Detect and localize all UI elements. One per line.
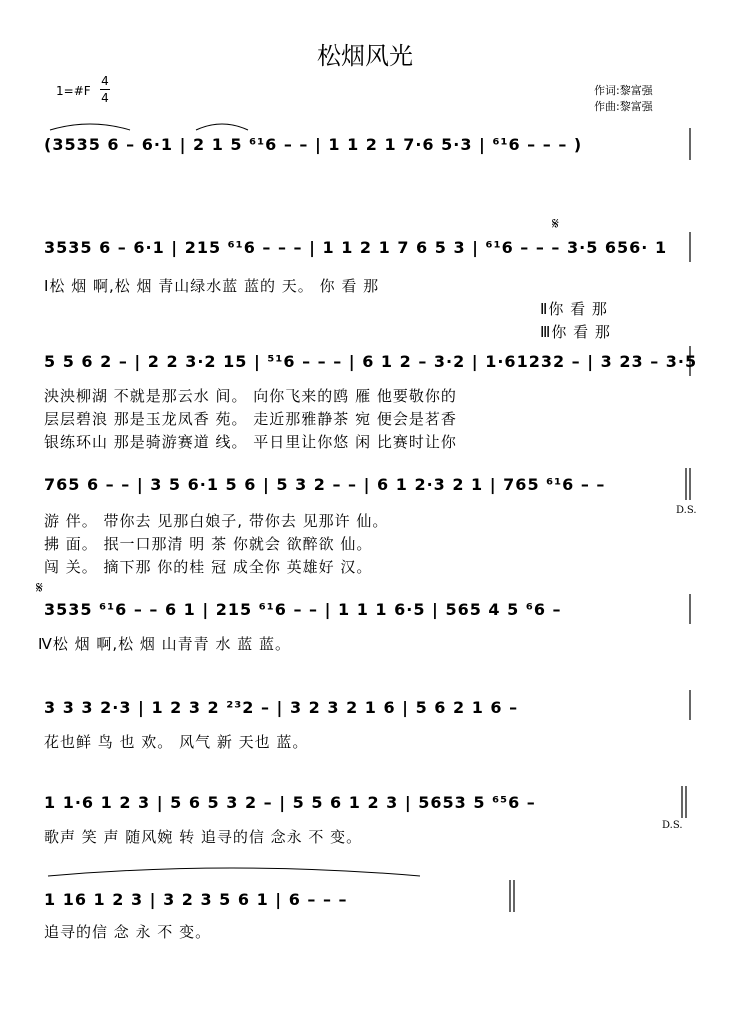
music-line-1: (3535 6 – 6·1 | 2 1 5 ⁶¹6 – – | 1 1 2 1 7·6 5·3 | ⁶¹6 – – – ) [44,135,583,154]
music-line-2: 3535 6 – 6·1 | 215 ⁶¹6 – – – | 1 1 2 1 7 6 5 3 | ⁶¹6 – – – 3·5 656· 1 [44,238,668,257]
lyric-line-4-verse-3: 闯 关。 摘下那 你的桂 冠 成全你 英雄好 汉。 [44,558,373,576]
lyric-line-2-verse-1: Ⅰ松 烟 啊,松 烟 青山绿水蓝 蓝的 天。 你 看 那 [44,277,380,295]
lyric-line-3-verse-2: 层层碧浪 那是玉龙凤香 苑。 走近那雅静茶 宛 便会是茗香 [44,410,457,428]
segno-marker-1: 𝄋 [552,214,559,233]
lyric-line-6: 花也鲜 鸟 也 欢。 风气 新 天也 蓝。 [44,733,309,751]
lyric-line-4-verse-1: 游 伴。 带你去 见那白娘子, 带你去 见那许 仙。 [44,512,389,530]
lyric-line-3-verse-3: 银练环山 那是骑游赛道 线。 平日里让你悠 闲 比赛时让你 [44,433,457,451]
lyric-line-5: Ⅳ松 烟 啊,松 烟 山青青 水 蓝 蓝。 [38,635,291,653]
lyric-line-4-verse-2: 拂 面。 抿一口那清 明 茶 你就会 欲醉欲 仙。 [44,535,373,553]
lyric-line-8: 追寻的信 念 永 不 变。 [44,923,212,941]
ds-marker-2: D.S. [662,820,683,831]
meter-top: 4 [101,74,109,88]
score-title: 松烟风光 [317,42,413,70]
lyricist-credit: 作词:黎富强 [594,84,653,97]
lyric-line-3-verse-1: 泱泱柳湖 不就是那云水 间。 向你飞来的鸥 雁 他要敬你的 [44,387,457,405]
music-line-8: 1 16 1 2 3 | 3 2 3 5 6 1 | 6 – – – [44,890,348,909]
segno-marker-2: 𝄋 [36,578,43,597]
lyric-line-2-verse-3: Ⅲ你 看 那 [540,323,611,341]
composer-credit: 作曲:黎富强 [594,100,653,113]
lyric-line-7: 歌声 笑 声 随风婉 转 追寻的信 念永 不 变。 [44,828,363,846]
lyric-line-2-verse-2: Ⅱ你 看 那 [540,300,608,318]
music-line-6: 3 3 3 2·3 | 1 2 3 2 ²³2 – | 3 2 3 2 1 6 | 5 6 2 1 6 – [44,698,519,717]
meter-bottom: 4 [101,91,109,105]
music-line-5: 3535 ⁶¹6 – – 6 1 | 215 ⁶¹6 – – | 1 1 1 6·5 | 565 4 5 ⁶6 – [44,600,562,619]
music-line-4: 765 6 – – | 3 5 6·1 5 6 | 5 3 2 – – | 6 1 2·3 2 1 | 765 ⁶¹6 – – [44,475,606,494]
ds-marker-1: D.S. [676,505,697,516]
music-line-3: 5 5 6 2 – | 2 2 3·2 15 | ⁵¹6 – – – | 6 1 2 – 3·2 | 1·61232 – | 3 23 – 3·5 [44,352,698,371]
music-line-7: 1 1·6 1 2 3 | 5 6 5 3 2 – | 5 5 6 1 2 3 | 5653 5 ⁶⁵6 – [44,793,536,812]
key-signature: 1=#F [56,84,91,98]
